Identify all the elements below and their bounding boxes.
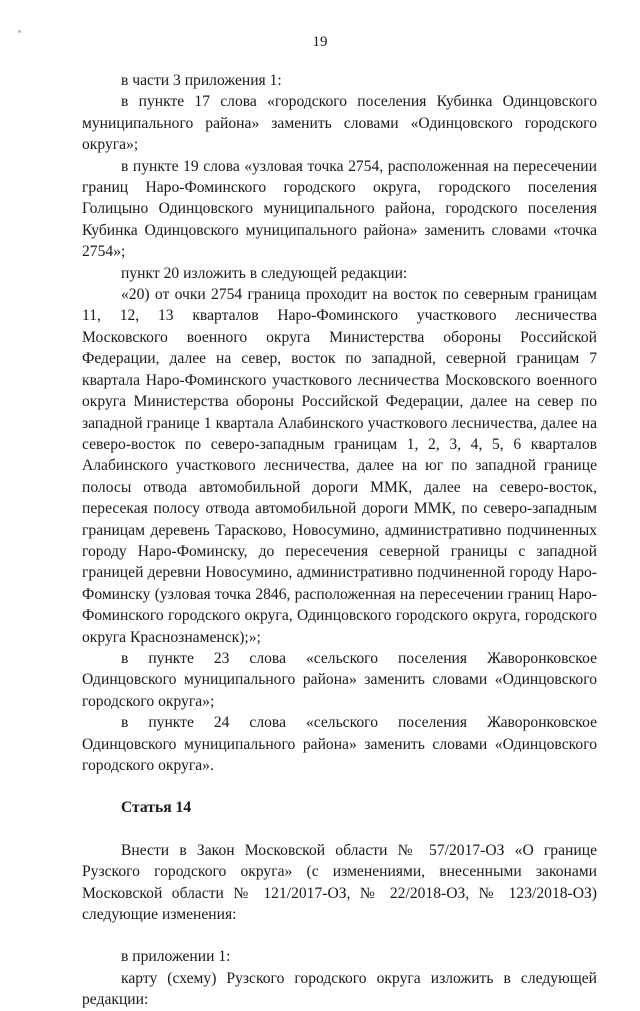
page-number: 19 bbox=[312, 34, 328, 50]
paragraph: Внести в Закон Московской области № 57/2017-ОЗ «О границе Рузского городского округа» (с изменениями, внесенными законами Московской области № 121/2017-ОЗ, № 22/2018-ОЗ, № 123/2018-ОЗ) следующие изменения: bbox=[82, 841, 597, 924]
paragraph: пункт 20 изложить в следующей редакции: bbox=[121, 264, 408, 282]
paragraph: карту (схему) Рузского городского округа изложить в следующей редакции: bbox=[82, 969, 597, 1009]
paragraph: «20) от очки 2754 граница проходит на восток по северным границам 11, 12, 13 кварталов Наро-Фоминского участкового лесничества Московского военного округа Министерства обороны Российской Федерации, далее на север, восток по западной, северной границам 7 квартала Наро-Фоминского участкового лесничества Московского военного округа Министерства обороны Российской Федерации, далее на север по западной границе 1 квартала Алабинского участкового лесничества, далее на северо-восток по северо-западным границам 1, 2, 3, 4, 5, 6 кварталов Алабинского участкового лесничества, далее на юг по западной границе полосы отвода автомобильной дороги ММК, далее на северо-восток, пересекая полосу отвода автомобильной дороги ММК, по северо-западным границам деревень Тарасково, Новосумино, административно подчиненных городу Наро-Фоминску, до пересечения северной границы с западной границей деревни Новосумино, административно подчиненной городу Наро-Фоминску (узловая точка 2846, расположенная на пересечении границ Наро-Фоминского городского округа, Одинцовского городского округа, городского округа Краснознаменск);»; bbox=[82, 286, 597, 646]
paragraph: в части 3 приложения 1: bbox=[121, 72, 282, 89]
paragraph: в пункте 17 слова «городского поселения Кубинка Одинцовского муниципального района» заменить словами «Одинцовского городского округа»; bbox=[82, 93, 597, 154]
paragraph: в пункте 24 слова «сельского поселения Жаворонковское Одинцовского муниципального района» заменить словами «Одинцовского городского округа». bbox=[82, 714, 597, 774]
paragraph: в приложении 1: bbox=[121, 948, 231, 966]
scan-artifact bbox=[18, 30, 21, 33]
paragraph: в пункте 23 слова «сельского поселения Жаворонковское Одинцовского муниципального района» заменить словами «Одинцовского городского округа»; bbox=[82, 649, 597, 710]
article-title: Статья 14 bbox=[121, 799, 192, 817]
paragraph: в пункте 19 слова «узловая точка 2754, расположенная на пересечении границ Наро-Фоминского городского округа, городского поселения Голицыно Одинцовского муниципального района, городского поселения Кубинка Одинцовского муниципального района» заменить словами «точка 2754»; bbox=[82, 157, 597, 261]
document-body bbox=[82, 70, 597, 1011]
